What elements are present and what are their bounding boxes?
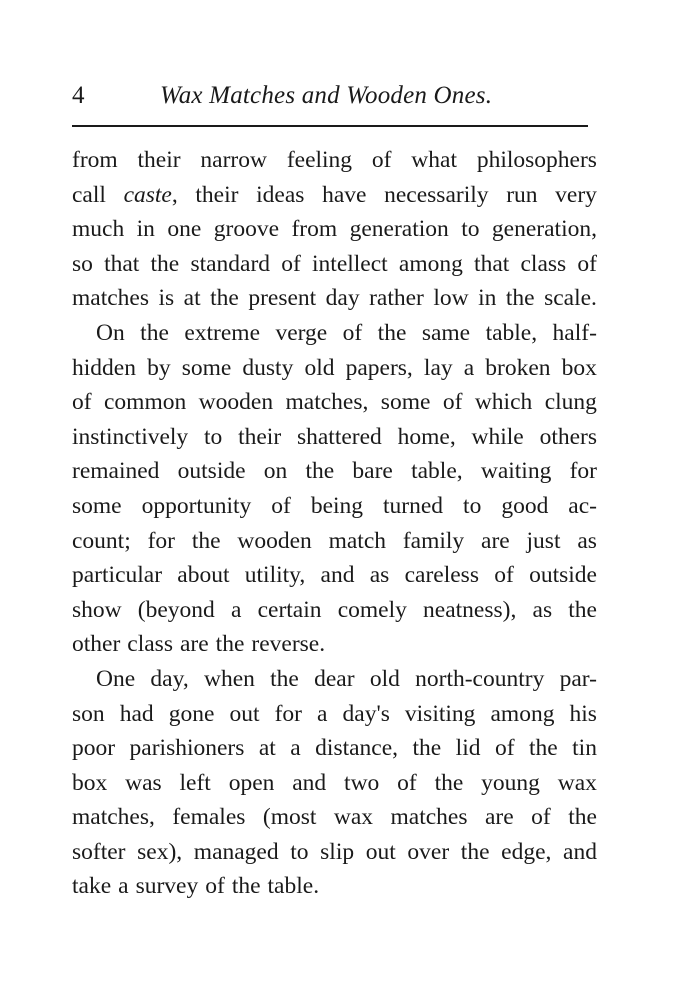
- word: the: [568, 804, 597, 831]
- word: lid: [455, 735, 481, 762]
- word: standard: [190, 250, 271, 277]
- word: day's: [342, 700, 390, 727]
- word: the: [191, 527, 221, 554]
- word: that: [474, 250, 510, 277]
- word: narrow: [200, 147, 267, 173]
- word: turned: [383, 492, 444, 519]
- text-line: [72, 489, 597, 524]
- word: their: [238, 423, 282, 450]
- word: the: [460, 838, 490, 865]
- word: poor: [72, 735, 116, 762]
- word: of: [371, 147, 392, 173]
- word: of: [72, 389, 92, 416]
- word: their: [137, 147, 181, 173]
- word: count;: [72, 527, 131, 554]
- word: out: [229, 700, 260, 727]
- word: others: [539, 423, 597, 450]
- word: careless: [404, 562, 479, 589]
- running-head: [72, 78, 597, 114]
- word: softer: [72, 838, 126, 865]
- word: and: [292, 769, 327, 796]
- word: feeling: [286, 147, 353, 173]
- word: among: [398, 250, 463, 277]
- word: class: [520, 250, 567, 277]
- word: some: [380, 389, 431, 416]
- word: are: [179, 631, 209, 658]
- word: reverse.: [251, 631, 326, 658]
- word: so: [72, 250, 93, 277]
- word: for: [569, 458, 597, 485]
- word: the: [215, 631, 245, 658]
- word: box: [561, 354, 597, 381]
- word: while: [471, 423, 524, 450]
- word: bare: [352, 458, 393, 485]
- word: as: [369, 562, 390, 589]
- word: hidden: [72, 354, 136, 381]
- word: slip: [320, 838, 355, 865]
- word: tin: [572, 735, 597, 762]
- word: out: [365, 838, 396, 865]
- text-line: [72, 835, 597, 870]
- word: a: [317, 700, 328, 727]
- word: scale.: [544, 285, 597, 312]
- word: generation: [349, 216, 449, 243]
- word: table,: [485, 319, 538, 346]
- word: was: [125, 769, 162, 796]
- word: two: [344, 769, 380, 796]
- word: are: [484, 804, 514, 831]
- word: the: [140, 319, 169, 346]
- word: matches: [72, 285, 149, 312]
- word: dusty: [242, 354, 294, 381]
- word: a: [118, 873, 129, 900]
- word: groove: [213, 216, 280, 243]
- word: sex),: [137, 838, 183, 865]
- word: are: [481, 527, 510, 554]
- word: table,: [411, 458, 463, 485]
- word: over: [407, 838, 450, 865]
- word: wax: [333, 804, 374, 831]
- text-line: [72, 316, 597, 351]
- word: day,: [150, 665, 189, 692]
- word: (most: [262, 804, 317, 831]
- paragraph: [72, 662, 597, 904]
- text-line: [72, 143, 597, 178]
- word: shattered: [296, 423, 382, 450]
- word: family: [402, 527, 465, 554]
- word: good: [501, 492, 549, 519]
- running-title: Wax Matches and Wooden Ones.: [160, 82, 493, 109]
- word: caste,: [123, 181, 178, 208]
- word: the: [305, 458, 335, 485]
- word: half-: [552, 319, 597, 346]
- word: of: [577, 250, 597, 277]
- word: north-country: [415, 665, 545, 692]
- word: run: [506, 181, 538, 208]
- word: of: [442, 389, 463, 416]
- word: gone: [168, 700, 215, 727]
- text-line: [72, 178, 597, 213]
- word: certain: [257, 596, 322, 623]
- word: that: [104, 250, 140, 277]
- word: present: [248, 285, 317, 312]
- text-line: [72, 697, 597, 732]
- word: to: [461, 216, 480, 243]
- word: from: [72, 147, 118, 173]
- word: day: [325, 285, 360, 312]
- word: to: [463, 492, 482, 519]
- word: of: [397, 769, 417, 796]
- word: table.: [267, 873, 320, 900]
- body-text: [72, 143, 597, 904]
- word: same: [421, 319, 471, 346]
- word: neatness),: [423, 596, 517, 623]
- word: wooden: [237, 527, 312, 554]
- word: old: [304, 354, 335, 381]
- word: the: [528, 735, 558, 762]
- word: when: [203, 665, 255, 692]
- word: of: [342, 319, 363, 346]
- word: very: [555, 181, 597, 208]
- word: of: [271, 492, 291, 519]
- text-line: [72, 593, 597, 628]
- word: show: [72, 596, 122, 623]
- word: extreme: [184, 319, 261, 346]
- word: comely: [337, 596, 407, 623]
- text-line: [72, 869, 597, 904]
- word: other: [72, 631, 121, 658]
- word: is: [158, 285, 175, 312]
- header-rule: [72, 125, 588, 127]
- word: a: [463, 354, 475, 381]
- word: the: [412, 735, 442, 762]
- word: verge: [275, 319, 328, 346]
- word: one: [167, 216, 202, 243]
- word: from: [291, 216, 338, 243]
- word: open: [228, 769, 275, 796]
- word: matches: [390, 804, 468, 831]
- word: papers,: [345, 354, 413, 381]
- word: as: [532, 596, 553, 623]
- text-line: [72, 731, 597, 766]
- word: about: [177, 562, 230, 589]
- word: instinctively: [72, 423, 189, 450]
- word: outside: [177, 458, 246, 485]
- text-line: [72, 558, 597, 593]
- word: ideas: [256, 181, 305, 208]
- word: have: [322, 181, 367, 208]
- word: the: [150, 250, 180, 277]
- word: for: [274, 700, 302, 727]
- text-line: [72, 281, 597, 316]
- text-line: [72, 385, 597, 420]
- word: visiting: [404, 700, 476, 727]
- word: of: [281, 250, 301, 277]
- word: what: [411, 147, 457, 173]
- word: old: [369, 665, 400, 692]
- word: call: [72, 181, 106, 208]
- word: young: [481, 769, 540, 796]
- word: intellect: [312, 250, 388, 277]
- word: rather: [369, 285, 424, 312]
- word: One: [96, 665, 136, 692]
- word: take: [72, 873, 112, 900]
- word: matches,: [285, 389, 369, 416]
- text-line: [72, 800, 597, 835]
- word: of: [494, 735, 515, 762]
- word: much: [72, 216, 125, 243]
- word: edge,: [501, 838, 552, 865]
- word: had: [119, 700, 154, 727]
- word: son: [72, 700, 105, 727]
- word: the: [270, 665, 299, 692]
- word: the: [210, 285, 239, 312]
- word: necessarily: [384, 181, 489, 208]
- word: and: [563, 838, 597, 865]
- word: the: [231, 873, 261, 900]
- word: to: [290, 838, 309, 865]
- word: at: [258, 735, 276, 762]
- word: a: [230, 596, 242, 623]
- word: utility,: [244, 562, 306, 589]
- word: outside: [529, 562, 597, 589]
- word: a: [290, 735, 301, 762]
- word: of: [205, 873, 225, 900]
- word: wooden: [198, 389, 274, 416]
- word: some: [181, 354, 232, 381]
- word: at: [183, 285, 201, 312]
- word: clung: [544, 389, 597, 416]
- word: managed: [193, 838, 279, 865]
- word: among: [490, 700, 555, 727]
- word: par-: [559, 665, 597, 692]
- word: in: [136, 216, 155, 243]
- word: their: [195, 181, 239, 208]
- word: particular: [72, 562, 163, 589]
- word: of: [494, 562, 514, 589]
- word: dear: [314, 665, 355, 692]
- word: survey: [135, 873, 199, 900]
- word: on: [263, 458, 288, 485]
- word: which: [474, 389, 533, 416]
- word: and: [320, 562, 355, 589]
- word: broken: [485, 354, 551, 381]
- word: the: [377, 319, 407, 346]
- word: match: [328, 527, 387, 554]
- word: to: [204, 423, 223, 450]
- word: distance,: [315, 735, 399, 762]
- word: females: [172, 804, 246, 831]
- word: low: [433, 285, 469, 312]
- word: On: [96, 319, 125, 346]
- word: matches,: [72, 804, 155, 831]
- word: the: [568, 596, 597, 623]
- text-line: [72, 454, 597, 489]
- page-number: 4: [72, 82, 85, 109]
- word: the: [434, 769, 464, 796]
- word: opportunity: [141, 492, 252, 519]
- text-line: [72, 627, 597, 662]
- paragraph: [72, 143, 597, 316]
- word: waiting: [480, 458, 552, 485]
- word: common: [104, 389, 187, 416]
- word: of: [531, 804, 551, 831]
- word: (beyond: [137, 596, 215, 623]
- word: ac-: [568, 492, 597, 519]
- text-line: [72, 662, 597, 697]
- word: class: [127, 631, 173, 658]
- text-line: [72, 766, 597, 801]
- word: box: [72, 769, 108, 796]
- word: remained: [72, 458, 160, 485]
- word: his: [569, 700, 597, 727]
- text-line: [72, 524, 597, 559]
- word: home,: [397, 423, 456, 450]
- word: by: [147, 354, 171, 381]
- word: as: [577, 527, 597, 554]
- text-line: [72, 212, 597, 247]
- word: being: [310, 492, 364, 519]
- word: parishioners: [129, 735, 245, 762]
- word: left: [179, 769, 211, 796]
- word: in: [478, 285, 497, 312]
- word: some: [72, 492, 122, 519]
- paragraph: [72, 316, 597, 662]
- word: the: [505, 285, 535, 312]
- word: wax: [557, 769, 597, 796]
- word: generation,: [491, 216, 597, 243]
- text-line: [72, 351, 597, 386]
- word: lay: [423, 354, 453, 381]
- word: for: [147, 527, 175, 554]
- text-line: [72, 420, 597, 455]
- word: just: [526, 527, 561, 554]
- word: philosophers: [476, 147, 597, 173]
- text-line: [72, 247, 597, 282]
